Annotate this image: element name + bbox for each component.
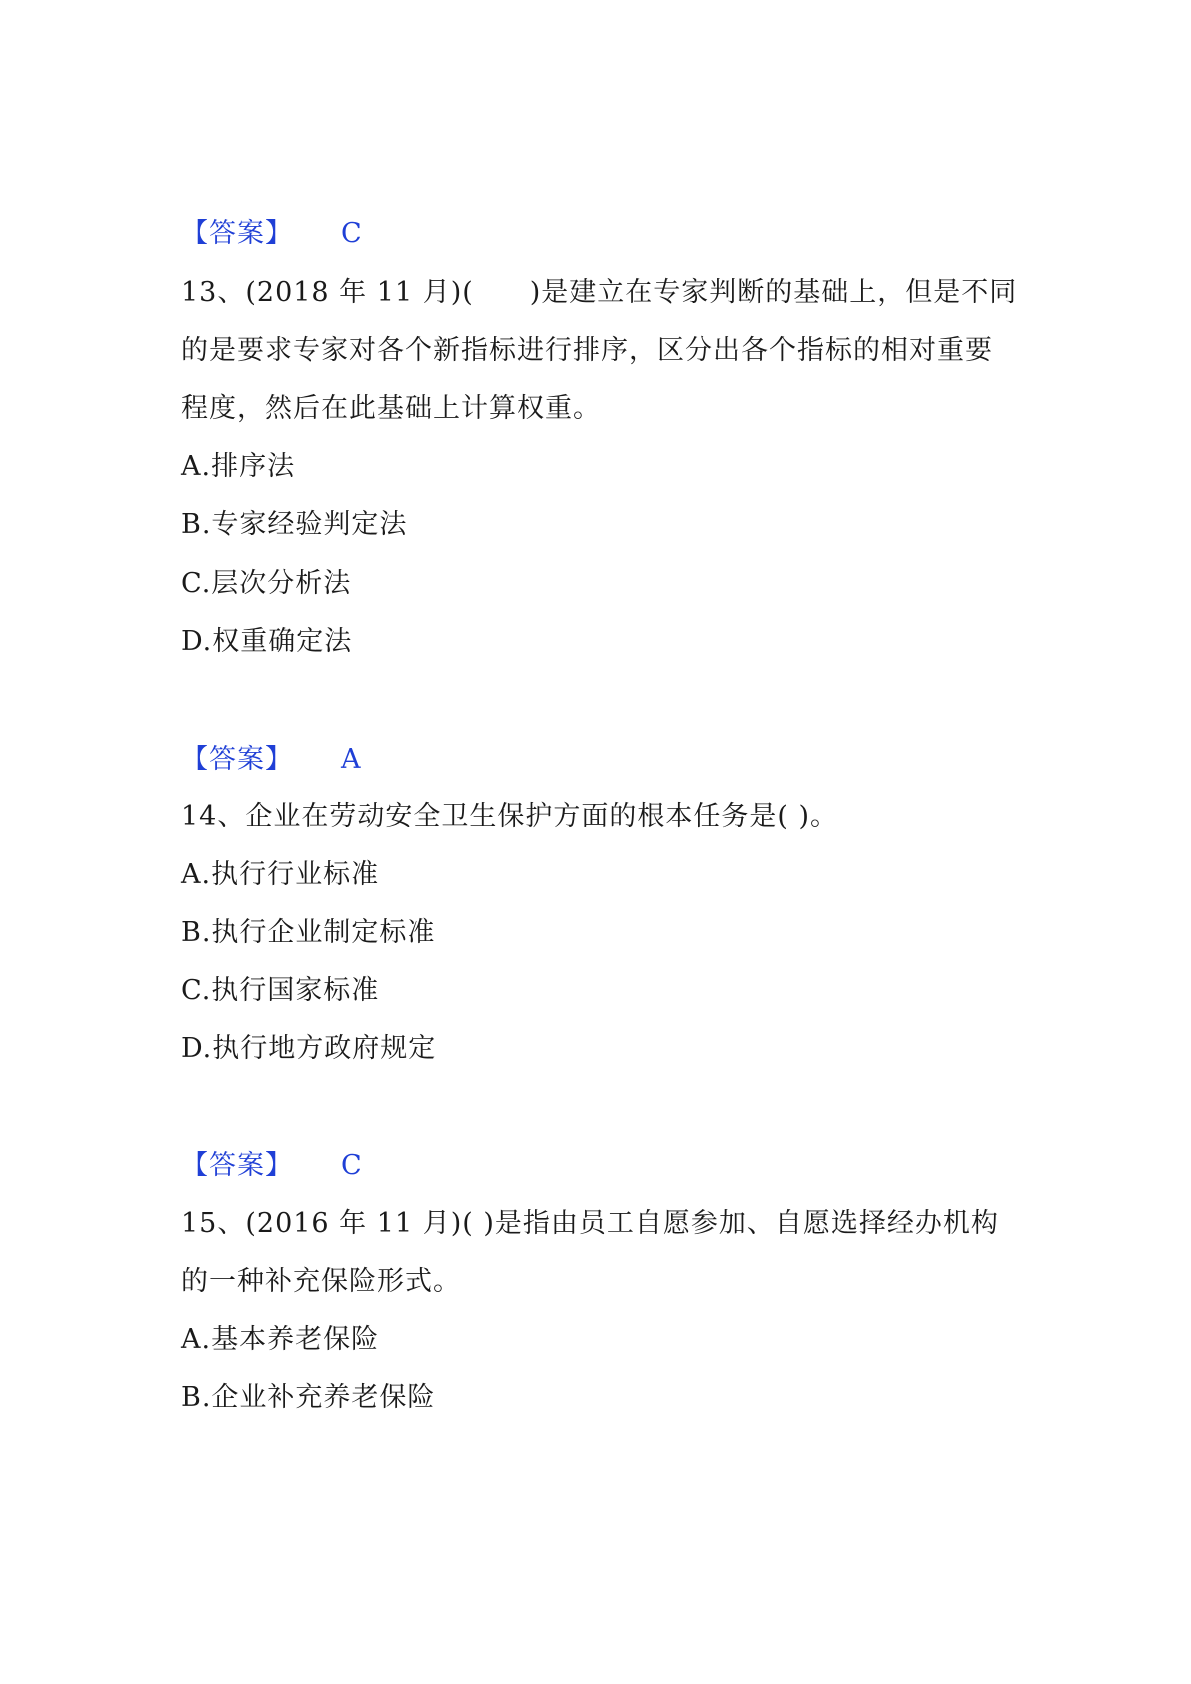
answer-line — [181, 1148, 363, 1184]
question-text-line: 14、企业在劳动安全卫生保护方面的根本任务是( )。 — [181, 801, 839, 832]
option-c: C.层次分析法 — [181, 568, 352, 599]
question-text-line: 的一种补充保险形式。 — [181, 1266, 461, 1297]
answer-label: 【答案】 — [181, 1150, 293, 1181]
question-text-line: 15、(2016 年 11 月)( )是指由员工自愿参加、自愿选择经办机构 — [181, 1208, 999, 1239]
answer-line — [181, 216, 363, 252]
answer-label: 【答案】 — [181, 744, 293, 775]
option-a: A.执行行业标准 — [181, 859, 380, 890]
answer-value: C — [341, 1150, 363, 1181]
question-text-line: 13、(2018 年 11 月)( )是建立在专家判断的基础上，但是不同 — [181, 277, 1018, 308]
option-b: B.专家经验判定法 — [181, 509, 408, 540]
question-text-line: 程度，然后在此基础上计算权重。 — [181, 393, 601, 424]
option-b: B.企业补充养老保险 — [181, 1382, 436, 1413]
option-d: D.权重确定法 — [181, 626, 353, 657]
answer-value: A — [341, 744, 362, 775]
answer-value: C — [341, 218, 363, 249]
answer-label: 【答案】 — [181, 218, 293, 249]
option-c: C.执行国家标准 — [181, 975, 380, 1006]
option-b: B.执行企业制定标准 — [181, 917, 436, 948]
option-d: D.执行地方政府规定 — [181, 1033, 437, 1064]
question-text-line: 的是要求专家对各个新指标进行排序，区分出各个指标的相对重要 — [181, 335, 993, 366]
answer-line — [181, 742, 362, 778]
option-a: A.排序法 — [181, 451, 296, 482]
option-a: A.基本养老保险 — [181, 1324, 380, 1355]
